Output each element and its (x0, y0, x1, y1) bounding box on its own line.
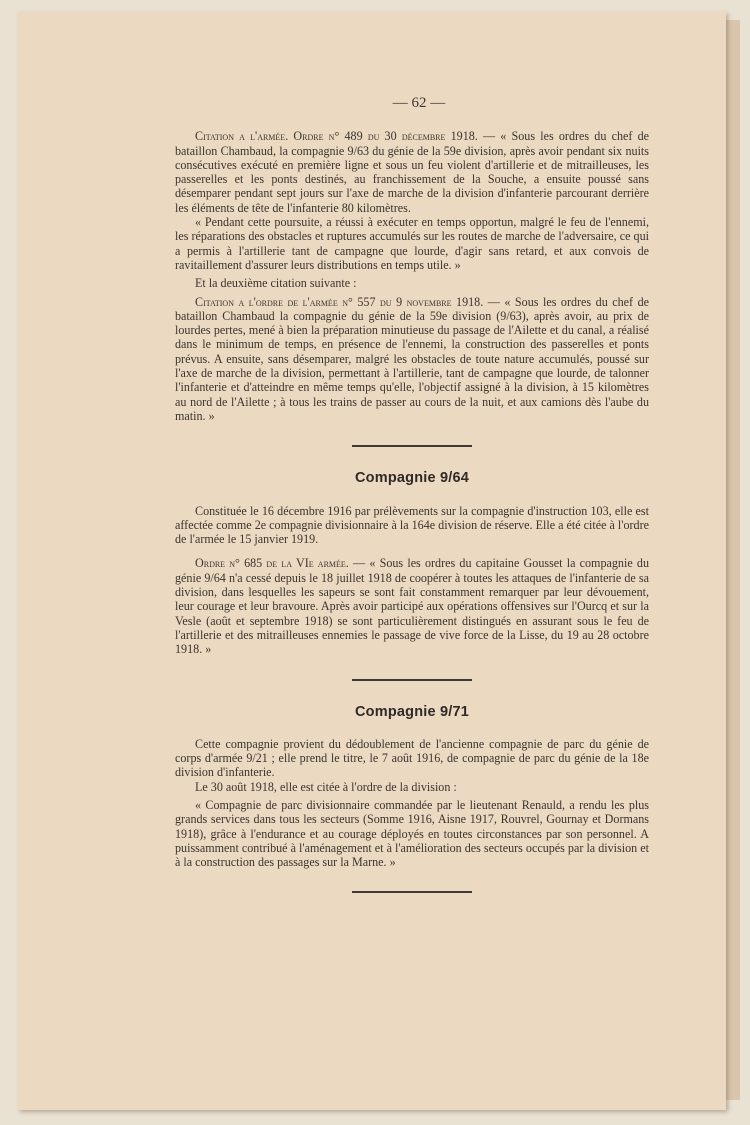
transition-line: Et la deuxième citation suivante : (195, 276, 357, 291)
section-9-64-order (175, 556, 649, 656)
section-divider (352, 445, 472, 447)
citation-2-body: — « Sous les ordres du chef de bataillon Chambaud la compagnie du génie de la 59e division (9/63), après avoir, au prix de lourdes pertes, mené à bien la préparation minutieuse du passage de l'Ailette et du canal, a réalisé dans le minimum de temps, en présence de l'ennemi, la construction des passerelles et ponts prévus. A ensuite, sans désemparer, malgré les obstacles de toute nature accumulés, poussé sur l'axe de marche de la division, permettant à l'artillerie, tant de campagne que lourde, de talonner l'infanterie et d'atteindre en même temps qu'elle, l'objectif assigné à la division, à 15 kilomètres au nord de l'Ailette ; à tous les trains de passer au cours de la nuit, et aux camions dès l'aube du matin. » (175, 294, 649, 423)
section-divider (352, 891, 472, 893)
section-divider (352, 679, 472, 681)
citation-1-body: — « Sous les ordres du chef de bataillon Chambaud, la compagnie 9/63 du génie de la 59e division, après avoir pendant six nuits consécutives exécuté en première ligne et sous un feu violent d'artillerie et de mitrailleuses, les passerelles et les ponts destinés, au franchissement de la Souche, a ensuite poussé sans désemparer pendant sept jours sur l'axe de marche de la division d'infanterie parcourant derrière les éléments de tête de l'infanterie 80 kilomètres. (175, 129, 649, 215)
order-body: — « Sous les ordres du capitaine Gousset la compagnie du génie 9/64 n'a cessé depuis le 18 juillet 1918 de coopérer à toutes les attaques de l'infanterie de sa division, dans lesquelles les sapeurs se sont fait constamment remarquer par leur dévouement, leur courage et leur bravoure. Après avoir participé aux opérations offensives sur l'Ourcq et sur la Vesle (août et septembre 1918) se sont particulièrement distingués en assurant sous le feu de l'artillerie et des mitrailleuses ennemies le passage de vive force de la Lisse, du 19 au 28 octobre 1918. » (175, 556, 650, 657)
citation-2-heading: Citation a l'ordre de l'armée n° 557 du 9 novembre 1918. (195, 294, 484, 309)
page-number: — 62 — (392, 95, 446, 111)
citation-2 (175, 295, 649, 424)
section-9-71-intro: Cette compagnie provient du dédoublement de l'ancienne compagnie de parc du génie de corps d'armée 9/21 ; elle prend le titre, le 7 août 1916, de compagnie de parc du génie de la 18e division d'infanterie. (175, 736, 649, 780)
section-9-71-quote: « Compagnie de parc divisionnaire commandée par le lieutenant Renauld, a rendu les plus grands services dans tous les secteurs (Somme 1916, Aisne 1917, Rouvrel, Gournay et Dormans 1918), grâce à l'endurance et au courage déployés en toutes circonstances par son personnel. A puissamment contribué à l'aménagement et à l'amélioration des secteurs occupés par la division et à la construction des passages sur la Marne. » (175, 797, 649, 870)
section-title-9-71: Compagnie 9/71 (355, 703, 469, 720)
page-edge (726, 20, 740, 1100)
section-9-64-intro: Constituée le 16 décembre 1916 par prélèvements sur la compagnie d'instruction 103, elle est affectée comme 2e compagnie divisionnaire à la 164e division de réserve. Elle a été citée à l'ordre de l'armée le 15 janvier 1919. (175, 503, 649, 547)
page-text (175, 96, 649, 917)
section-title-9-64: Compagnie 9/64 (355, 470, 469, 487)
citation-1-heading: Citation a l'armée. Ordre n° 489 du 30 décembre 1918. (195, 129, 478, 144)
section-9-71-citation-line: Le 30 août 1918, elle est citée à l'ordre de la division : (195, 779, 457, 794)
citation-1 (175, 129, 649, 215)
citation-1-continued: « Pendant cette poursuite, a réussi à exécuter en temps opportun, malgré le feu de l'ennemi, les réparations des obstacles et ruptures accumulés sur les routes de marche de l'adversaire, ce qui a permis à l'artillerie tant de campagne que lourde, d'agir sans retard, et aux convois de ravitaillement d'assurer leurs distributions en temps utile. » (175, 215, 649, 272)
order-heading: Ordre n° 685 de la VIe armée. (195, 556, 349, 571)
